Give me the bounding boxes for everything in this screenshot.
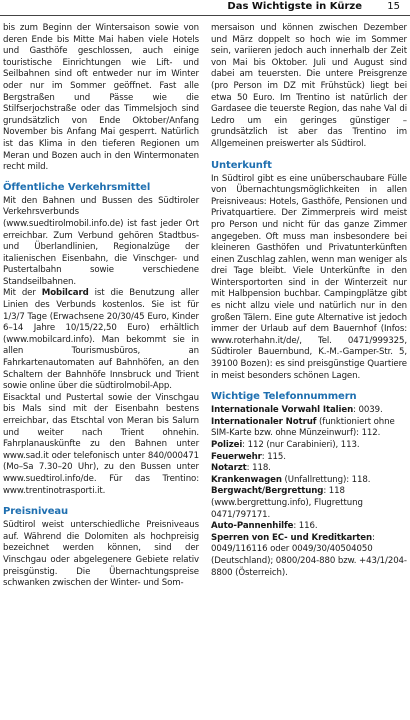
phone-entry [211, 452, 407, 464]
phone-entry-label: Polizei [211, 440, 243, 450]
seasons-paragraph: bis zum Beginn der Wintersaison sowie von deren Ende bis Mitte Mai haben viele Hotels und Gasthöfe geschlossen, auch einige touristische Einrichtungen wie Lift- und Seilbahnen sind oft entweder nur im Winter oder nur im Sommer geöffnet. Fast alle Bergstraßen und Pässe wie die Stilfserjochstraße oder das Timmelsjoch sind grundsätzlich von Ende Oktober/Anfang November bis Anfang Mai gesperrt. Natürlich ist das Klima in den tieferen Regionen um Meran und Bozen auch in den Wintermonaten recht mild. [3, 23, 199, 173]
phone-entry-text: : 115. [261, 451, 286, 462]
mobilcard-term: Mobilcard [41, 288, 89, 299]
phone-entry-text: : 0049/116116 oder 0049/30/40504050 (Deutschland); 0800/204-880 bzw. +43/1/204-8800 (Österreich). [211, 532, 407, 578]
transport-paragraph: Mit den Bahnen und Bussen des Südtiroler Verkehrsverbunds (www.suedtirolmobil.info.de) ist fast jeder Ort erreichbar. Zum Verbund gehören Stadtbus- und Überlandlinien, Regionalzüge der italienischen Eisenbahn, die Vinschger- und Pustertalbahn sowie verschiedene Standseilbahnen. [3, 195, 199, 287]
rail-paragraph: Eisacktal und Pustertal sowie der Vinschgau bis Mals sind mit der Eisenbahn bestens erreichbar, das Etschtal von Meran bis Salurn und weiter nach Trient ohnehin. Fahrplanauskünfte zu den Bahnen unter www.sad.it oder telefonisch unter 840/000471 (Mo–Sa 7.30–20 Uhr), zu den Bussen unter www.suedtirol.info/de. Für das Trentino: www.trentinotrasporti.it. [3, 392, 199, 496]
page-number: 15 [387, 1, 400, 12]
heading-phone-numbers: Wichtige Telefonnummern [211, 391, 357, 403]
phone-entry [211, 486, 407, 521]
mobilcard-paragraph [3, 288, 199, 392]
heading-accommodation: Unterkunft [211, 159, 272, 171]
phone-entry-label: Auto-Pannenhilfe [211, 521, 294, 532]
phone-entry-label: Notarzt [211, 463, 247, 474]
left-column [3, 23, 199, 590]
running-header [0, 0, 410, 16]
phone-entry-text: : 116. [293, 521, 318, 532]
chapter-title: Das Wichtigste in Kürze [227, 1, 362, 12]
accommodation-paragraph: In Südtirol gibt es eine unüberschaubare Fülle von Übernachtungsmöglichkeiten in allen Preisniveaus: Hotels, Gasthöfe, Pensionen und Privatquartiere. Der Zimmerpreis wird meist pro Person und nicht für das ganze Zimmer angegeben. Oft muss man insbesondere bei kleineren Gasthöfen und Privatunterkünften einen Zuschlag zahlen, wenn man weniger als drei Tage bleibt. Viele Unterkünfte in den Wintersportorten sind in der Winterzeit nur mit Halbpension buchbar. Campingplätze gibt es nicht allzu viele und natürlich nur in den großen Tälern. Eine gute Alternative ist jedoch immer der Urlaub auf dem Bauernhof (Infos: www.roterhahn.it/de/, Tel. 0471/999325, Südtiroler Bauernbund, K.-M.-Gamper-Str. 5, 39100 Bozen): es sind preisgünstige Quartiere in meist besonders schönen Lagen. [211, 173, 407, 381]
phone-entry-label: Feuerwehr [211, 451, 262, 462]
phone-entry-text: : 118. [246, 463, 271, 474]
phone-entry-text: : 0039. [353, 405, 383, 416]
heading-price-level: Preisniveau [3, 506, 69, 518]
phone-entry [211, 521, 407, 533]
price-continued-paragraph: mersaison und können zwischen Dezember und März doppelt so hoch wie im Sommer sein, variieren jedoch auch innerhalb der Zeit von Mai bis Oktober. Juli und August sind dabei am teuersten. Die untere Preisgrenze (pro Person im DZ mit Frühstück) liegt bei etwa 50 Euro. Im Trentino ist natürlich der Gardasee die teuerste Region, das nahe Val di Ledro um ein geringes günstiger – grundsätzlich ist aber das Trentino im Allgemeinen preiswerter als Südtirol. [211, 23, 407, 149]
phone-entry [211, 533, 407, 579]
phone-entry-label: Internationaler Notruf [211, 416, 317, 427]
phone-entry [211, 463, 407, 475]
right-column [211, 23, 407, 579]
phone-entry-text: : 118 (www.bergrettung.info), Flugrettung 0471/797171. [211, 486, 363, 520]
heading-public-transport: Öffentliche Verkehrsmittel [3, 181, 151, 193]
phone-entry [211, 417, 407, 440]
mobilcard-pre: Mit der [3, 288, 42, 299]
phone-entry [211, 440, 407, 452]
phone-entry-label: Internationale Vorwahl Italien [211, 405, 354, 416]
phone-entry-text: (funktioniert ohne SIM-Karte bzw. ohne Münzeinwurf): 112. [211, 416, 395, 439]
phone-entry-label: Bergwacht/Bergrettung [211, 486, 324, 497]
phone-entry-text: (Unfallrettung): 118. [281, 474, 371, 485]
phone-entry-label: Sperren von EC- und Kreditkarten [211, 532, 373, 543]
price-paragraph: Südtirol weist unterschiedliche Preisniveaus auf. Während die Dolomiten als hochpreisig bezeichnet werden können, sind der Vinschgau oder abgelegenere Gebiete relativ preisgünstig. Die Übernachtungspreise schwanken zwischen der Winter- und Som- [3, 520, 199, 589]
phone-entry [211, 475, 407, 487]
phone-list [211, 405, 407, 579]
phone-entry-text: : 112 (nur Carabinieri), 113. [242, 440, 360, 450]
mobilcard-post: ist die Benutzung aller Linien des Verbunds kostenlos. Sie ist für 1/3/7 Tage (Erwachsene 20/30/45 Euro, Kinder 6–14 Jahre 10/15/22,50 Euro) erhältlich (www.mobilcard.info). Man bekommt sie in allen Tourismusbüros, an Fahrkartenautomaten auf Bahnhöfen, an den Schaltern der Bahnhöfe Innsbruck und Trient sowie online über die südtirolmobil-App. [3, 288, 199, 392]
phone-entry-label: Krankenwagen [211, 474, 282, 485]
phone-entry [211, 405, 407, 417]
